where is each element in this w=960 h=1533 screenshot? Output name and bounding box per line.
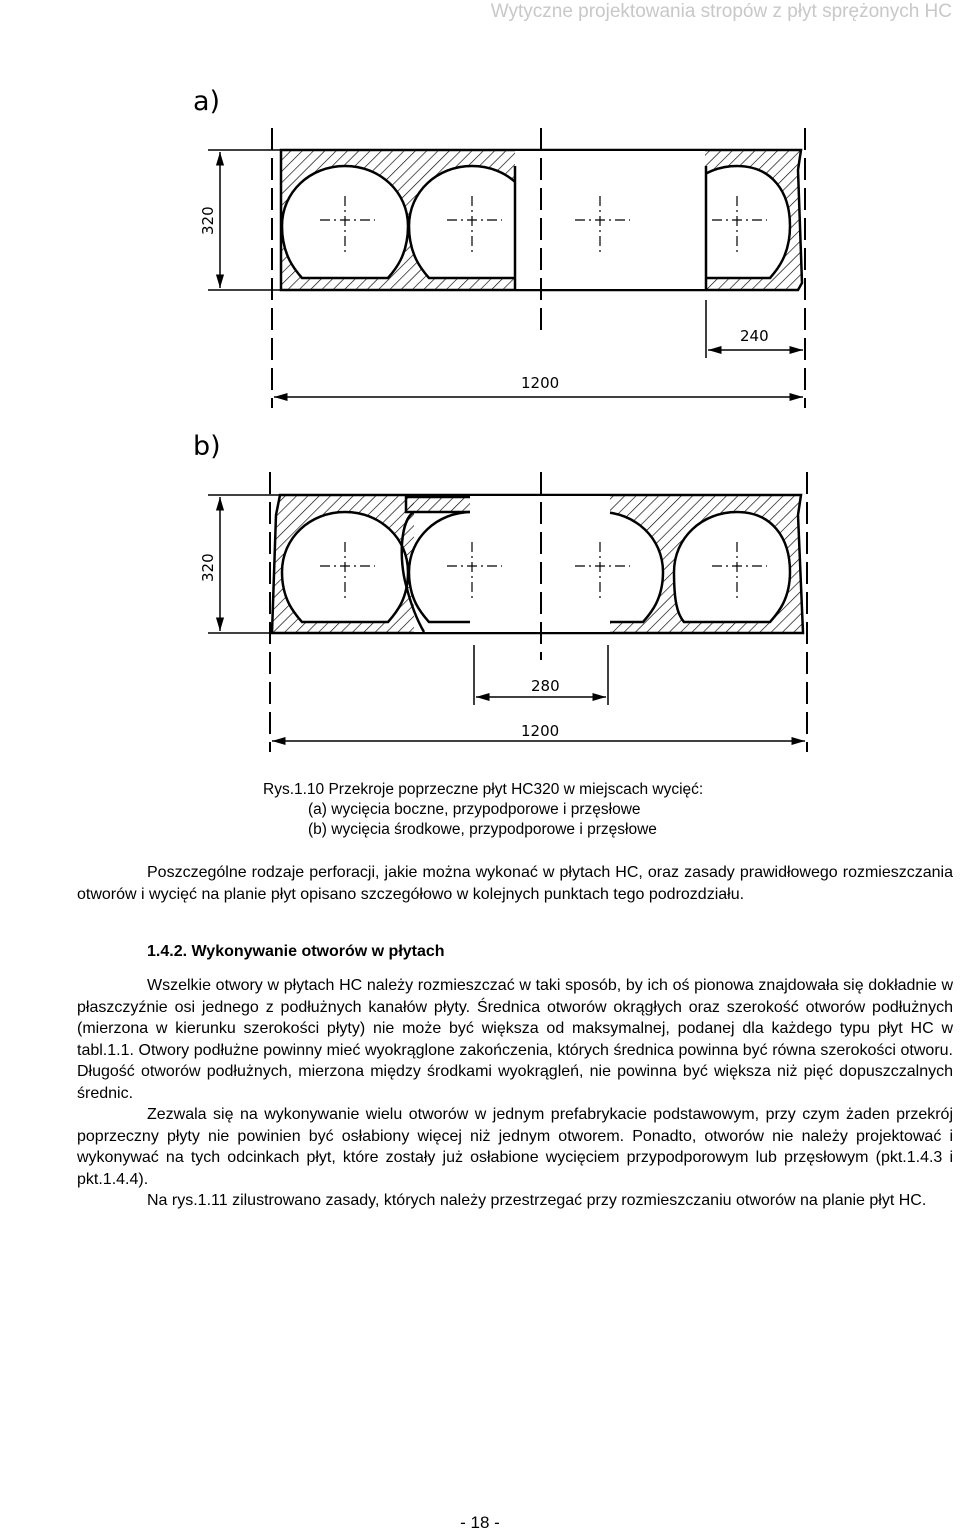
- dim-b-height: 320: [199, 553, 217, 582]
- intro-text: Poszczególne rodzaje perforacji, jakie można wykonać w płytach HC, oraz zasady prawidłowego rozmieszczania otworów i wycięć na planie płyt opisano szczegółowo w kolejnych punktach tego podrozdziału.: [77, 864, 953, 903]
- section-heading: [147, 943, 445, 961]
- body-text: [77, 975, 953, 1212]
- paragraph-2: Zezwala się na wykonywanie wielu otworów w jednym prefabrykacie podstawowym, przy czym żaden przekrój poprzeczny płyty nie powinien być osłabiony więcej niż jednym otworem. Ponadto, otworów nie należy projektować i wykonywać na tych odcinkach płyt, które zostały już osłabione wycięciem przypodporowym lub przęsłowym (pkt.1.4.3 i pkt.1.4.4).: [77, 1106, 953, 1188]
- caption-line-a: (a) wycięcia boczne, przypodporowe i przęsłowe: [308, 801, 641, 818]
- dim-a-opening: 240: [740, 327, 769, 345]
- paragraph-1: Wszelkie otwory w płytach HC należy rozmieszczać w taki sposób, by ich oś pionowa znajdowała się dokładnie w płaszczyźnie osi jednego z podłużnych kanałów płyty. Średnica otworów okrągłych oraz szerokość otworów podłużnych (mierzona w kierunku szerokości płyty) nie może być większa od maksymalnej, podanej dla każdego typu płyt HC w tabl.1.1. Otwory podłużne powinny mieć wyokrąglone zakończenia, których średnica powinna być równa szerokości otworu. Długość otworów podłużnych, mierzona między środkami wyokrągleń, nie powinna być większa niż pięć dopuszczalnych średnic.: [77, 977, 953, 1102]
- slab-section-b: [199, 472, 807, 752]
- paragraph-3: Na rys.1.11 zilustrowano zasady, których należy przestrzegać przy rozmieszczaniu otworów na planie płyt HC.: [147, 1192, 927, 1209]
- slab-section-a: [199, 128, 805, 408]
- dim-a-width: 1200: [521, 374, 560, 392]
- figure-caption: [263, 780, 823, 840]
- dim-a-height: 320: [199, 206, 217, 235]
- caption-title: Rys.1.10 Przekroje poprzeczne płyt HC320 w miejscach wycięć:: [263, 781, 704, 798]
- dim-b-opening: 280: [531, 677, 560, 695]
- label-a: a): [193, 86, 221, 117]
- intro-paragraph: [77, 862, 953, 905]
- dim-b-width: 1200: [521, 722, 560, 740]
- label-b: b): [193, 431, 221, 462]
- section-number: 1.4.2.: [147, 943, 188, 960]
- section-title: Wykonywanie otworów w płytach: [191, 943, 445, 960]
- page-number: - 18 -: [460, 1513, 500, 1532]
- running-header: Wytyczne projektowania stropów z płyt sprężonych HC: [490, 1, 952, 22]
- caption-line-b: (b) wycięcia środkowe, przypodporowe i przęsłowe: [308, 821, 657, 838]
